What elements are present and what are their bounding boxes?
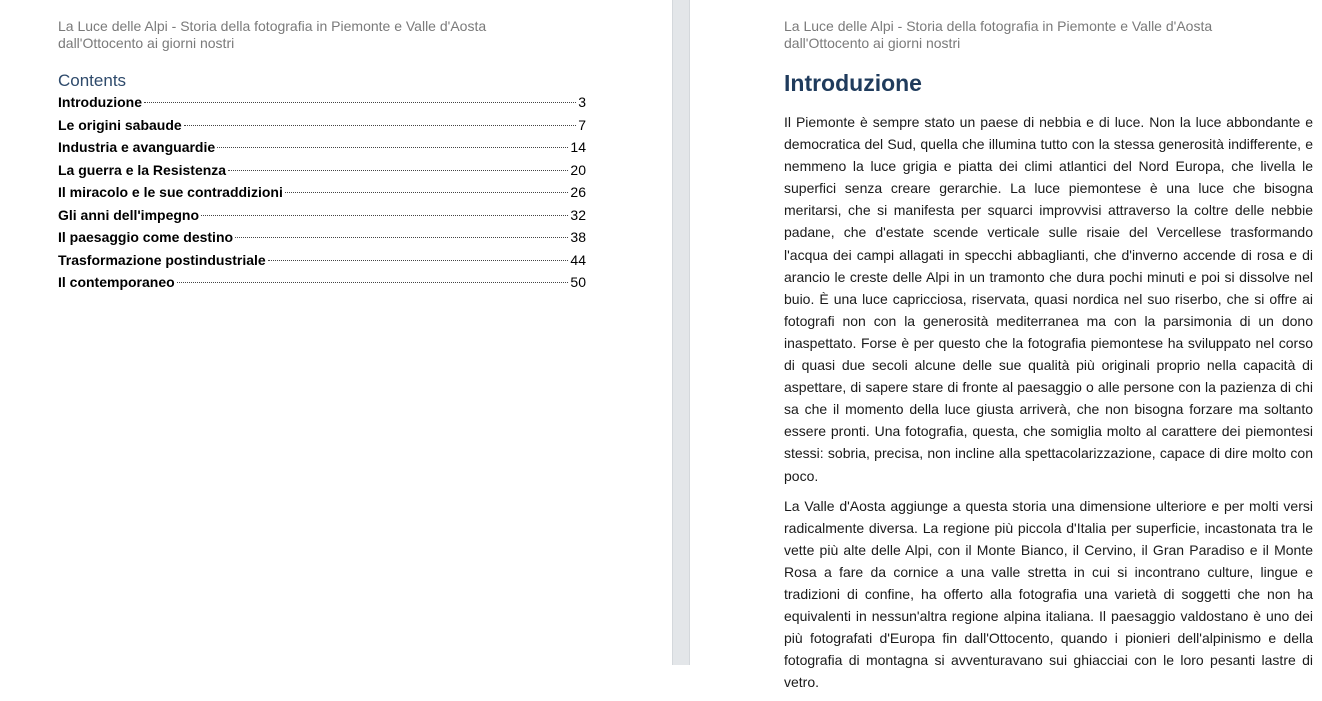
toc-entry[interactable] (58, 249, 586, 272)
running-header-line2: dall'Ottocento ai giorni nostri (58, 35, 235, 51)
running-header (784, 18, 1212, 52)
running-header-line1: La Luce delle Alpi - Storia della fotografia in Piemonte e Valle d'Aosta (58, 18, 487, 34)
toc-entry-page: 44 (570, 251, 586, 268)
toc-entry-page: 7 (578, 116, 586, 133)
toc-dot-leader (268, 260, 569, 261)
toc-entry-label[interactable]: Gli anni dell'impegno (58, 206, 200, 223)
running-header-line1: La Luce delle Alpi - Storia della fotografia in Piemonte e Valle d'Aosta (784, 18, 1213, 34)
toc-dot-leader (235, 237, 568, 238)
toc-entry-page: 3 (578, 94, 586, 110)
toc-entry-label[interactable]: La guerra e la Resistenza (58, 161, 227, 178)
toc-entry-label[interactable]: Industria e avanguardie (58, 139, 216, 155)
toc-entry-page: 50 (570, 274, 586, 290)
toc-entry-page: 32 (570, 206, 586, 223)
chapter-title: Introduzione (784, 70, 922, 96)
toc-entry[interactable] (58, 91, 586, 114)
toc-entry[interactable] (58, 226, 586, 249)
toc-dot-leader (177, 282, 569, 283)
body-paragraph: La Valle d'Aosta aggiunge a questa storia una dimensione ulteriore e per molti versi radicalmente diversa. La regione più piccola d'Italia per superficie, incastonata tra le vette più alte delle Alpi, con il Monte Bianco, il Cervino, il Gran Paradiso e il Monte Rosa a fare da cornice a una valle stretta in cui si incontrano culture, lingue e tradizioni di confine, ha offerto alla fotografia una varietà di soggetti che non ha equivalenti in nessun'altra regione alpina italiana. Il paesaggio valdostano è uno dei più fotografati d'Europa fin dall'Ottocento, quando i pionieri dell'alpinismo e della fotografia di montagna si avventuravano sui ghiacciai con le loro pesanti lastre di vetro. (784, 497, 1313, 691)
toc-dot-leader (184, 125, 577, 126)
toc-entry[interactable] (58, 159, 586, 182)
toc-dot-leader (217, 147, 568, 148)
toc-entry-label[interactable]: Trasformazione postindustriale (58, 251, 266, 268)
body-paragraph: Il Piemonte è sempre stato un paese di nebbia e di luce. Non la luce abbondante e democratica del Sud, quella che illumina tutto con la stessa generosità indifferente, e nemmeno la luce grigia e piatta dei climi atlantici del Nord Europa, che livella le superfici senza creare gerarchie. La luce piemontese è una luce che bisogna meritarsi, che si manifesta per squarci improvvisi attraverso la coltre delle nebbie padane, che d'estate scende verticale sulle risaie del Vercellese trasformando l'acqua dei campi allagati in specchi abbaglianti, che d'inverno accende di rosa e di arancio le creste delle Alpi in un tramonto che dura pochi minuti e poi si dissolve nel buio. È una luce capricciosa, riservata, quasi nordica nel suo riserbo, che si offre ai fotografi non con la generosità mediterranea ma con la parsimonia di un dono inaspettato. Forse è per questo che la fotografia piemontese ha sviluppato nel corso di quasi due secoli alcune delle sue qualità più originali proprio nella capacità di aspettare, di sapere stare di fronte al paesaggio o alle persone con la pazienza di chi sa che il momento della luce giusta arriverà, che non bisogna forzare ma soltanto essere pronti. Una fotografia, questa, che somiglia molto al carattere dei piemontesi stessi: sobria, precisa, non incline alla spettacolarizzazione, capace di dire molto con poco. (784, 114, 1313, 484)
toc-entry-label[interactable]: Il contemporaneo (58, 274, 175, 290)
toc-entry[interactable] (58, 114, 586, 137)
toc-entry[interactable] (58, 136, 586, 159)
toc-entry-page: 14 (570, 139, 586, 155)
toc-entry-label[interactable]: Il paesaggio come destino (58, 229, 234, 245)
toc-entry-label[interactable]: Introduzione (58, 94, 142, 110)
running-header (58, 18, 486, 52)
toc-entry-label[interactable]: Il miracolo e le sue contraddizioni (58, 184, 283, 200)
toc-entry[interactable] (58, 271, 586, 294)
running-header-line2: dall'Ottocento ai giorni nostri (784, 35, 961, 51)
toc-entry-page: 20 (570, 161, 586, 178)
page-gutter (672, 0, 690, 665)
toc-entry-label[interactable]: Le origini sabaude (58, 116, 182, 133)
toc-entry[interactable] (58, 204, 586, 227)
toc-entry-page: 38 (570, 229, 586, 245)
toc-dot-leader (285, 192, 569, 193)
chapter-body (784, 111, 1313, 701)
toc-entry-page: 26 (570, 184, 586, 200)
toc-dot-leader (144, 102, 576, 103)
toc-dot-leader (228, 170, 568, 171)
toc-dot-leader (201, 215, 568, 216)
page-contents (0, 0, 672, 665)
toc-entry[interactable] (58, 181, 586, 204)
toc-title: Contents (58, 71, 127, 90)
table-of-contents (58, 91, 586, 294)
